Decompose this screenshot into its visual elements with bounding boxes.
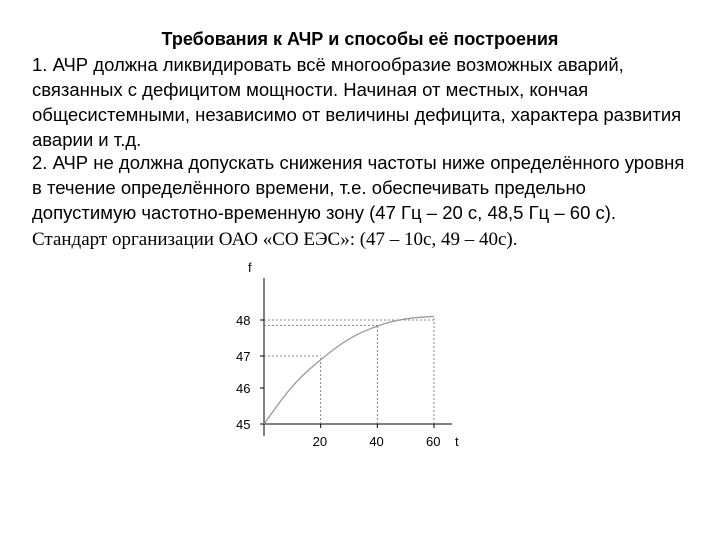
- standard-note: Стандарт организации ОАО «СО ЕЭС»: (47 – 10с, 49 – 40с).: [32, 229, 518, 250]
- slide-title: Требования к АЧР и способы её построения: [161, 29, 559, 49]
- y-tick-label: 48: [236, 313, 251, 328]
- requirement-1: 1. АЧР должна ликвидировать всё многообразие возможных аварий, связанных с дефицитом мощности. Начиная от местных, кончая общесистемными, независимо от величины дефицита, характера развития аварии и т.д.: [32, 54, 682, 150]
- x-tick-label: 20: [312, 434, 328, 449]
- x-tick-label: 40: [369, 434, 384, 449]
- x-axis-label: t: [455, 434, 459, 449]
- y-tick-label: 46: [236, 381, 251, 396]
- x-tick-label: 60: [426, 434, 441, 449]
- frequency-curve: [264, 316, 434, 424]
- requirement-2-text: 2. АЧР не должна допускать снижения частоты ниже определённого уровня в течение определённого времени, т.е. обеспечивать предельно допустимую частотно-временную зону (47 Гц – 20 с, 48,5 Гц – 60 с).: [32, 152, 685, 223]
- y-axis-label: f: [248, 260, 252, 275]
- y-tick-label: 47: [236, 349, 251, 364]
- y-tick-label: 45: [236, 417, 251, 432]
